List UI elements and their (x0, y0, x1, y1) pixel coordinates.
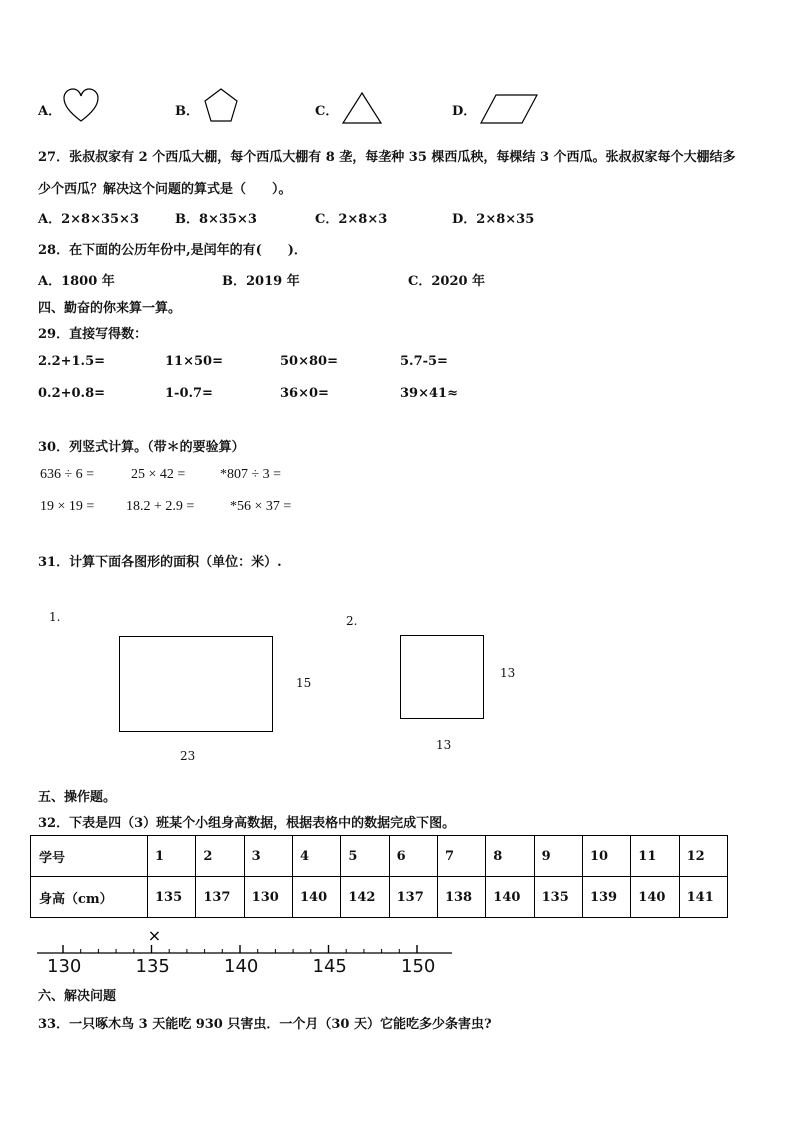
table-cell: 5 (341, 836, 389, 877)
section-6-heading: 六、解决问题 (38, 989, 117, 1004)
table-cell: 141 (679, 877, 727, 918)
rectangle-width-label: 23 (180, 749, 196, 763)
table-cell: 9 (534, 836, 582, 877)
q27-option-a: A．2×8×35×3 (38, 212, 139, 227)
table-cell: 142 (341, 877, 389, 918)
q30-title: 30．列竖式计算。（带＊的要验算） (38, 440, 245, 455)
q29-title: 29．直接写得数： (38, 327, 148, 342)
q29-item: 0.2+0.8= (38, 386, 106, 401)
option-b-letter: B． (175, 104, 199, 119)
table-cell: 140 (631, 877, 679, 918)
table-cell: 6 (389, 836, 437, 877)
q29-item: 1-0.7= (165, 386, 213, 401)
option-a-letter: A． (38, 104, 62, 119)
q28-option-c: C．2020 年 (408, 274, 486, 289)
triangle-icon (342, 92, 382, 124)
parallelogram-icon (480, 94, 538, 124)
rectangle-height-label: 15 (296, 676, 312, 690)
height-number-line (0, 925, 794, 975)
section-4-heading: 四、勤奋的你来算一算。 (38, 301, 182, 316)
table-cell: 11 (631, 836, 679, 877)
q28-option-a: A．1800 年 (38, 274, 115, 289)
number-line-tick-label: 130 (47, 956, 82, 977)
q30-item: 636 ÷ 6 = (40, 467, 95, 482)
pentagon-icon (203, 88, 239, 124)
number-line-tick-label: 140 (224, 956, 259, 977)
table-cell: 10 (582, 836, 630, 877)
table-cell: 139 (582, 877, 630, 918)
height-data-table (30, 835, 728, 918)
q27-text-line1: 27．张叔叔家有 2 个西瓜大棚，每个西瓜大棚有 8 垄，每垄种 35 棵西瓜秧，每棵结 3 个西瓜。张叔叔家每个大棚结多 (38, 150, 736, 165)
option-c-letter: C． (315, 104, 339, 119)
table-cell: 137 (389, 877, 437, 918)
q29-item: 36×0= (280, 386, 329, 401)
q28-text: 28．在下面的公历年份中,是闰年的有( )． (38, 243, 307, 258)
square-figure (400, 635, 484, 719)
table-cell: 130 (244, 877, 292, 918)
number-line-mark: × (147, 926, 162, 945)
q29-item: 2.2+1.5= (38, 354, 106, 369)
table-cell: 3 (244, 836, 292, 877)
heart-icon (63, 88, 99, 124)
table-cell: 4 (292, 836, 340, 877)
section-5-heading: 五、操作题。 (38, 790, 117, 805)
q33-text: 33．一只啄木鸟 3 天能吃 930 只害虫．一个月（30 天）它能吃多少条害虫? (38, 1017, 492, 1032)
q27-option-c: C．2×8×3 (315, 212, 388, 227)
q28-option-b: B．2019 年 (222, 274, 300, 289)
table-cell: 8 (486, 836, 534, 877)
q30-item: 18.2 + 2.9 = (126, 499, 195, 514)
q30-item: *807 ÷ 3 = (220, 467, 282, 482)
square-height-label: 13 (500, 666, 516, 680)
figure-1-label: 1. (49, 610, 61, 624)
q29-item: 5.7-5= (400, 354, 448, 369)
table-cell: 137 (196, 877, 244, 918)
table-cell: 140 (292, 877, 340, 918)
q30-item: 19 × 19 = (40, 499, 95, 514)
table-row (31, 877, 728, 918)
q27-text-line2: 少个西瓜？解决这个问题的算式是（ ）。 (38, 182, 292, 197)
table-cell: 135 (534, 877, 582, 918)
q31-title: 31．计算下面各图形的面积（单位：米）. (38, 555, 282, 570)
square-width-label: 13 (436, 738, 452, 752)
table-cell: 140 (486, 877, 534, 918)
q27-option-d: D．2×8×35 (452, 212, 535, 227)
table-cell: 2 (196, 836, 244, 877)
table-cell: 1 (148, 836, 196, 877)
number-line-tick-label: 135 (135, 956, 170, 977)
q29-item: 39×41≈ (400, 386, 458, 401)
q27-option-b: B．8×35×3 (175, 212, 257, 227)
number-line-tick-label: 145 (312, 956, 347, 977)
q30-item: *56 × 37 = (230, 499, 292, 514)
table-cell: 138 (437, 877, 485, 918)
number-line-tick-label: 150 (401, 956, 436, 977)
table-cell: 12 (679, 836, 727, 877)
table-cell: 135 (148, 877, 196, 918)
q29-item: 50×80= (280, 354, 338, 369)
table-row (31, 836, 728, 877)
option-d-letter: D． (452, 104, 477, 119)
number-line-ticks (63, 945, 417, 953)
table-header-cell: 学号 (31, 836, 148, 877)
rectangle-figure (119, 636, 273, 732)
q32-title: 32．下表是四（3）班某个小组身高数据，根据表格中的数据完成下图。 (38, 816, 456, 831)
q30-item: 25 × 42 = (131, 467, 186, 482)
table-cell: 7 (437, 836, 485, 877)
table-header-cell: 身高（cm） (31, 877, 148, 918)
q29-item: 11×50= (165, 354, 223, 369)
figure-2-label: 2. (346, 614, 358, 628)
